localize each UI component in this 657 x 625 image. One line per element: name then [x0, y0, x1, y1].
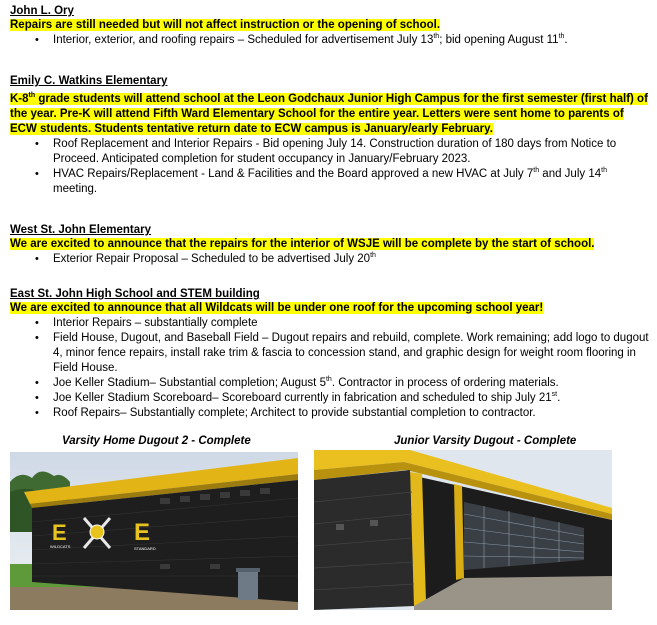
junior-varsity-dugout-photo [314, 450, 612, 610]
dugout-word-left: WILDCATS [50, 544, 71, 549]
bullet-list [10, 33, 650, 48]
highlight-text: K-8th grade students will attend school at the Leon Godchaux Junior High Campus for the first semester (first half) of the year. Pre-K will attend Fifth Ward Elementary School for the entire year. Letters were sent home to parents of ECW students. Students tentative return date to ECW campus is January/early February. [10, 92, 648, 135]
dugout-letter-e-right: E [134, 519, 151, 546]
list-item: • Roof Replacement and Interior Repairs - Bid opening July 14. Construction duration of 180 days from Notice to Proceed. Anticipated completion for student occupancy in January/February 2023. [10, 137, 650, 167]
bullet-list [10, 137, 650, 197]
photo-caption-right: Junior Varsity Dugout - Complete [394, 435, 577, 447]
list-item: • Interior Repairs – substantially complete [10, 316, 650, 331]
varsity-dugout-photo [10, 452, 298, 610]
list-item: • Joe Keller Stadium Scoreboard– Scoreboard currently in fabrication and scheduled to ship July 21st. [10, 391, 650, 406]
section-heading: East St. John High School and STEM building [10, 288, 260, 300]
section-heading: John L. Ory [10, 5, 74, 17]
photo-caption-left: Varsity Home Dugout 2 - Complete [62, 435, 251, 447]
list-item: • Interior, exterior, and roofing repairs – Scheduled for advertisement July 13th; bid opening August 11th. [10, 33, 650, 48]
list-item: • Roof Repairs– Substantially complete; Architect to provide substantial completion to contractor. [10, 406, 650, 421]
dugout-letter-e-left: E [52, 520, 67, 545]
list-item: • HVAC Repairs/Replacement - Land & Facilities and the Board approved a new HVAC at July 7th and July 14th meeting. [10, 167, 650, 197]
list-item: • Joe Keller Stadium– Substantial completion; August 5th. Contractor in process of ordering materials. [10, 376, 650, 391]
dugout-word-right: STANDARD [134, 546, 156, 551]
section-heading: Emily C. Watkins Elementary [10, 75, 168, 87]
highlight-text: We are excited to announce that all Wildcats will be under one roof for the upcoming school year! [10, 302, 544, 314]
section-west-st-john [10, 223, 650, 267]
section-emily-watkins [10, 74, 650, 197]
list-item: • Exterior Repair Proposal – Scheduled to be advertised July 20th [10, 252, 650, 267]
highlight-text: Repairs are still needed but will not affect instruction or the opening of school. [10, 19, 441, 31]
bullet-list [10, 316, 650, 421]
bullet-list [10, 252, 650, 267]
section-east-st-john [10, 287, 650, 421]
section-heading: West St. John Elementary [10, 224, 152, 236]
list-item: • Field House, Dugout, and Baseball Field – Dugout repairs and rebuild, complete. Work remaining; add logo to dugout 4, minor fence repairs, install rake trim & fascia to concession stand, and graphic design for weight room flooring in Field House. [10, 331, 650, 376]
highlight-text: We are excited to announce that the repairs for the interior of WSJE will be complete by the start of school. [10, 238, 595, 250]
section-john-ory [10, 4, 650, 48]
